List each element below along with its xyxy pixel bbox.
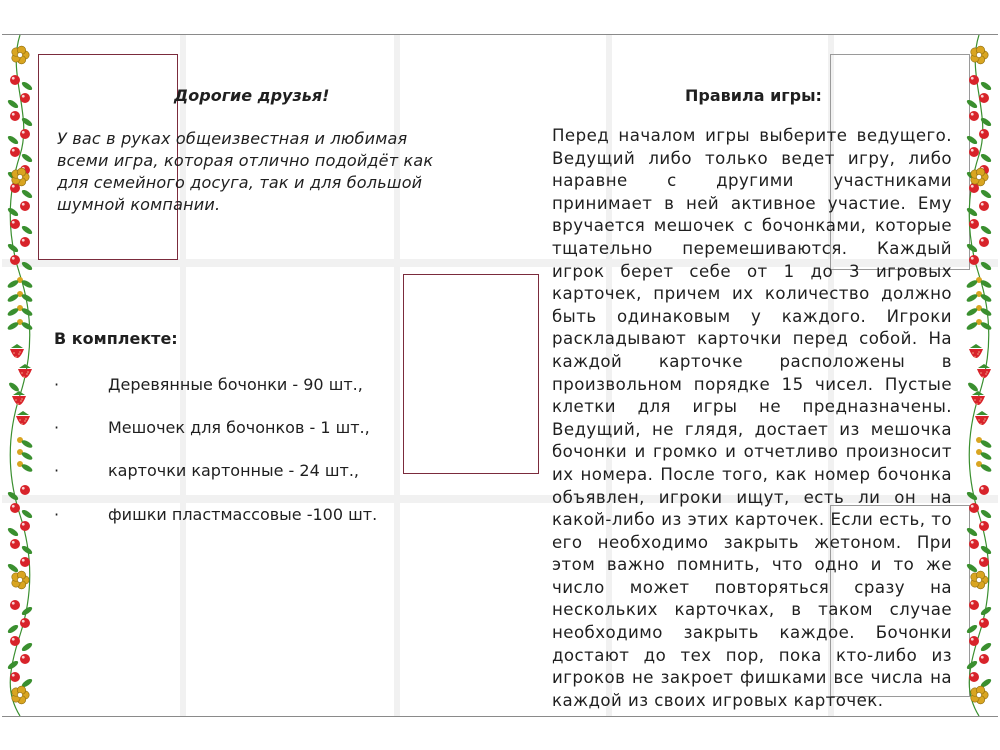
berry — [979, 485, 989, 495]
berry — [20, 201, 30, 211]
strawberry-leaves — [13, 391, 25, 395]
berry — [969, 255, 979, 265]
strawberry — [977, 369, 991, 378]
greeting-title: Дорогие друзья! — [174, 86, 330, 105]
leaf — [966, 623, 979, 634]
berry — [969, 503, 979, 513]
berry-highlight — [971, 505, 974, 508]
leaf — [7, 562, 20, 573]
berry — [10, 636, 20, 646]
kit-item-text: карточки картонные - 24 шт., — [108, 461, 359, 480]
leaf — [21, 152, 34, 163]
berry — [979, 654, 989, 664]
berry — [969, 111, 979, 121]
berry — [969, 636, 979, 646]
strawberry-seed — [980, 372, 981, 373]
berry-highlight — [22, 95, 25, 98]
berry-highlight — [971, 674, 974, 677]
berry-highlight — [981, 523, 984, 526]
berry — [10, 503, 20, 513]
strawberry-leaves — [19, 364, 31, 368]
berry-highlight — [12, 221, 15, 224]
flower-center — [976, 577, 981, 582]
strawberry-seed — [984, 418, 985, 419]
strawberry — [971, 396, 985, 405]
kit-list-item — [54, 461, 359, 480]
berry — [10, 147, 20, 157]
flower-center — [976, 692, 981, 697]
leaf — [21, 188, 34, 199]
strawberry-leaves — [17, 411, 29, 415]
leaf — [980, 116, 993, 127]
berry — [979, 618, 989, 628]
leaf — [980, 224, 993, 235]
strawberry-seed — [974, 399, 975, 400]
strawberry-seed — [20, 400, 21, 401]
berry-highlight — [981, 656, 984, 659]
strawberry — [12, 396, 26, 405]
background-tile — [186, 503, 394, 716]
leaf — [7, 526, 20, 537]
rules-title: Правила игры: — [685, 86, 822, 105]
strawberry — [10, 349, 24, 358]
leaf — [21, 508, 34, 519]
berry-highlight — [12, 113, 15, 116]
berry-highlight — [22, 656, 25, 659]
berry-highlight — [981, 559, 984, 562]
strawberry-seed — [15, 356, 16, 357]
berry-highlight — [12, 149, 15, 152]
kit-item-text: Мешочек для бочонков - 1 шт., — [108, 418, 370, 437]
berry-highlight — [22, 620, 25, 623]
bullet: · — [54, 505, 60, 524]
flower-center — [17, 52, 22, 57]
berry-highlight — [22, 487, 25, 490]
strawberry-seed — [26, 373, 27, 374]
berry-highlight — [12, 257, 15, 260]
leaf — [7, 134, 20, 145]
folk-floral-border-icon — [964, 35, 994, 716]
berry — [969, 147, 979, 157]
berry — [20, 129, 30, 139]
strawberry-leaves — [978, 364, 990, 368]
strawberry-leaves — [976, 411, 988, 415]
leaf — [980, 641, 993, 652]
kit-title: В комплекте: — [54, 329, 178, 348]
bullet: · — [54, 375, 60, 394]
strawberry-seed — [19, 419, 20, 420]
berry — [979, 93, 989, 103]
strawberry-seed — [21, 372, 22, 373]
strawberry-seed — [980, 398, 981, 399]
strawberry — [18, 369, 32, 378]
leaf — [7, 206, 20, 217]
berry-highlight — [971, 541, 974, 544]
berry-highlight — [981, 620, 984, 623]
berry-highlight — [12, 185, 15, 188]
berry — [10, 75, 20, 85]
leaf — [21, 80, 34, 91]
berry-highlight — [981, 239, 984, 242]
berry — [20, 654, 30, 664]
strawberry-seed — [19, 351, 20, 352]
berry — [979, 201, 989, 211]
strawberry-seed — [25, 418, 26, 419]
strawberry-seed — [15, 399, 16, 400]
berry-highlight — [22, 239, 25, 242]
flower-center — [17, 577, 22, 582]
strawberry-seed — [18, 353, 19, 354]
kit-item-text: фишки пластмассовые -100 шт. — [108, 505, 378, 524]
leaf — [7, 98, 20, 109]
strawberry-leaves — [970, 344, 982, 348]
strawberry-seed — [27, 371, 28, 372]
berry-highlight — [981, 203, 984, 206]
berry-highlight — [12, 602, 15, 605]
leaf — [966, 206, 979, 217]
leaf — [967, 381, 980, 393]
leaf — [21, 224, 34, 235]
berry — [979, 521, 989, 531]
leaf — [980, 508, 993, 519]
strawberry-seed — [974, 356, 975, 357]
berry-highlight — [12, 541, 15, 544]
strawberry-seed — [13, 352, 14, 353]
strawberry-seed — [21, 423, 22, 424]
berry — [979, 237, 989, 247]
leaf — [966, 98, 979, 109]
berry — [20, 237, 30, 247]
leaf — [8, 381, 21, 393]
berry-highlight — [22, 131, 25, 134]
berry-highlight — [22, 559, 25, 562]
berry-highlight — [971, 77, 974, 80]
strawberry-leaves — [11, 344, 23, 348]
berry — [979, 557, 989, 567]
berry-highlight — [12, 77, 15, 80]
strawberry — [975, 416, 989, 425]
berry-highlight — [981, 95, 984, 98]
berry — [969, 219, 979, 229]
flower-center — [17, 692, 22, 697]
leaf — [980, 188, 993, 199]
strawberry — [969, 349, 983, 358]
flower-center — [17, 174, 22, 179]
berry-highlight — [22, 203, 25, 206]
leaf — [966, 134, 979, 145]
strawberry-seed — [976, 403, 977, 404]
kit-list-item — [54, 418, 370, 437]
leaf — [21, 641, 34, 652]
berry-highlight — [22, 523, 25, 526]
berry-highlight — [971, 113, 974, 116]
leaf — [980, 80, 993, 91]
berry-highlight — [971, 149, 974, 152]
berry — [969, 75, 979, 85]
strawberry-seed — [985, 373, 986, 374]
berry — [10, 600, 20, 610]
berry-highlight — [971, 221, 974, 224]
berry — [20, 557, 30, 567]
kit-list-item — [54, 505, 377, 524]
strawberry-seed — [986, 371, 987, 372]
kit-list-item — [54, 375, 363, 394]
strawberry-seed — [972, 352, 973, 353]
berry — [20, 618, 30, 628]
flower-center — [976, 52, 981, 57]
strawberry-seed — [982, 376, 983, 377]
berry — [10, 219, 20, 229]
strawberry-seed — [983, 420, 984, 421]
leaf — [7, 490, 20, 501]
bullet: · — [54, 418, 60, 437]
leaf — [980, 260, 993, 271]
berry — [20, 521, 30, 531]
strawberry-seed — [23, 376, 24, 377]
berry-highlight — [971, 257, 974, 260]
berry-highlight — [971, 638, 974, 641]
berry — [979, 129, 989, 139]
berry-highlight — [971, 185, 974, 188]
strawberry-seed — [17, 403, 18, 404]
berry — [20, 485, 30, 495]
strawberry-seed — [24, 420, 25, 421]
leaf — [980, 152, 993, 163]
strawberry-seed — [21, 398, 22, 399]
berry-highlight — [12, 505, 15, 508]
berry — [10, 255, 20, 265]
berry — [969, 600, 979, 610]
kit-item-text: Деревянные бочонки - 90 шт., — [108, 375, 363, 394]
berry — [10, 672, 20, 682]
leaf — [966, 526, 979, 537]
strawberry-seed — [980, 423, 981, 424]
rules-text: Перед началом игры выберите ведущего. Ведущий либо только ведет игру, либо наравне с другими участниками принимает в ней активное участие. Ему вручается мешочек с бочонками, которые тщательно перемешиваются. Каждый игрок берет себе от 1 до 3 игровых карточек, причем их количество должно быть одинаковым у каждого. Игроки раскладывают карточки перед собой. На каждой карточке расположены в произвольном порядке 15 чисел. Пустые клетки для игры не предназначены. Ведущий, не глядя, достает из мешочка бочонки и громко и отчетливо произносит их номера. После того, как номер бочонка объявлен, игроки ищут, есть ли он на какой-либо из этих карточек. Если есть, то его необходимо закрыть жетоном. При этом важно помнить, что одно и то же число может повторяться сразу на нескольких карточках, в таком случае необходимо закрыть каждое. Бочонки достают до тех пор, пока кто-либо из игроков не закроет фишками все числа на каждой из своих игровых карточек. — [552, 126, 952, 710]
leaf — [966, 490, 979, 501]
leaf — [7, 623, 20, 634]
folk-floral-border-icon — [5, 35, 35, 716]
bullet: · — [54, 461, 60, 480]
berry-highlight — [981, 131, 984, 134]
strawberry-seed — [979, 400, 980, 401]
berry-highlight — [12, 674, 15, 677]
greeting-text: У вас в руках общеизвестная и любимая всеми игра, которая отлично подойдёт как для семейного досуга, так и для большой шумной компании. — [57, 129, 434, 214]
berry — [969, 672, 979, 682]
decorative-frame — [403, 274, 539, 474]
strawberry-seed — [977, 353, 978, 354]
leaf — [21, 260, 34, 271]
leaf — [966, 562, 979, 573]
berry-highlight — [12, 638, 15, 641]
strawberry — [16, 416, 30, 425]
strawberry-seed — [978, 351, 979, 352]
strawberry-seed — [978, 419, 979, 420]
strawberry-leaves — [972, 391, 984, 395]
leaf — [21, 116, 34, 127]
berry-highlight — [971, 602, 974, 605]
berry — [20, 93, 30, 103]
berry — [10, 111, 20, 121]
berry — [969, 539, 979, 549]
berry-highlight — [981, 487, 984, 490]
flower-center — [976, 174, 981, 179]
berry — [10, 539, 20, 549]
